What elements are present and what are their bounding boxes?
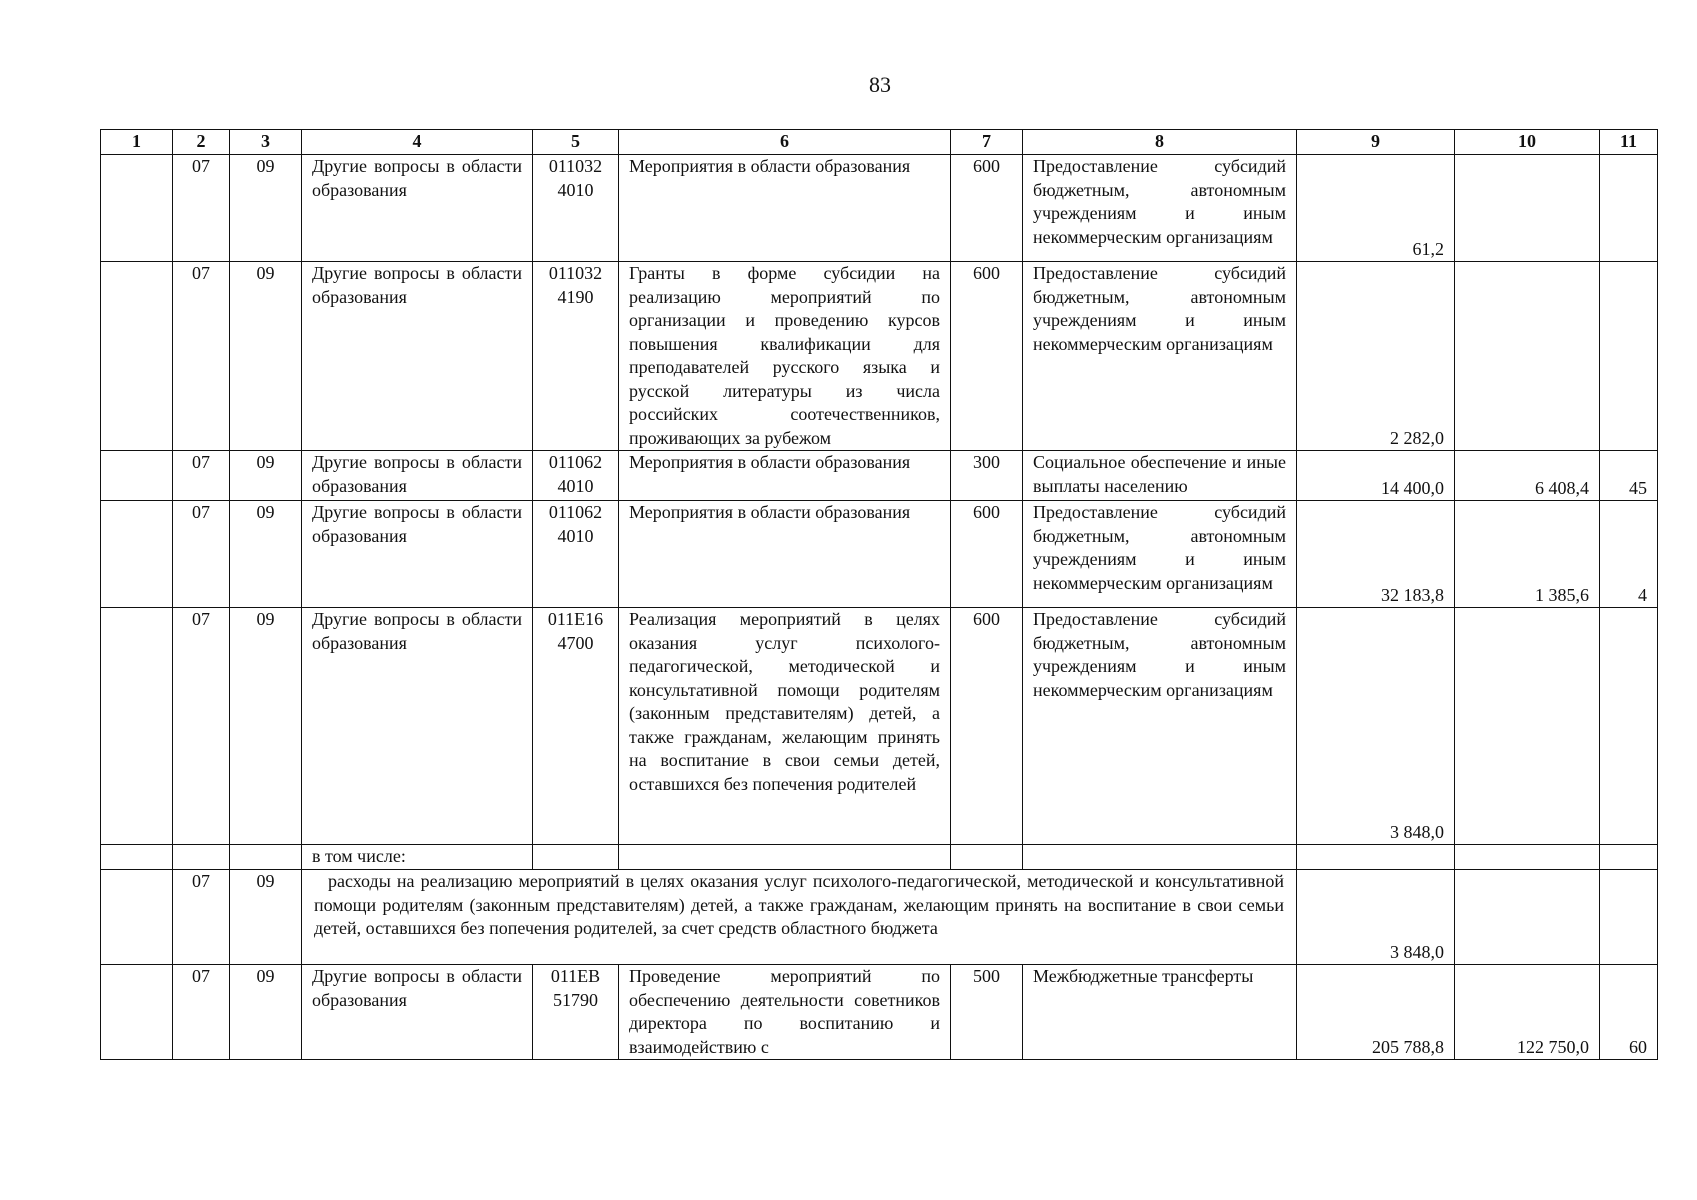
cell-section: 07 [173,262,230,451]
cell-section: 07 [173,608,230,845]
cell-empty [951,845,1023,870]
cell-measure: Реализация мероприятий в целях оказания услуг психолого-педагогической, методической и консультативной помощи родителям (законным представителям) детей, а также гражданам, желающим принять на воспитание в свои семьи детей, оставшихся без попечения родителей [619,608,951,845]
cell-name: Другие вопросы в области образования [302,608,533,845]
cell-amount-col10 [1455,870,1600,965]
cell-amount-col10: 1 385,6 [1455,501,1600,608]
cell-amount-col11 [1600,262,1658,451]
col-header: 7 [951,130,1023,155]
cell-amount-col10 [1455,608,1600,845]
cell-col1 [101,608,173,845]
cell-amount-col11 [1600,870,1658,965]
col-header: 5 [533,130,619,155]
cell-target-code: 011062 4010 [533,451,619,501]
cell-empty [230,845,302,870]
cell-empty [1297,845,1455,870]
cell-expense-type: 600 [951,155,1023,262]
cell-section: 07 [173,451,230,501]
cell-amount-col10: 122 750,0 [1455,965,1600,1060]
header-row [101,130,1658,155]
cell-expense-type: 600 [951,262,1023,451]
table-row [101,262,1658,451]
cell-target-code: 011E16 4700 [533,608,619,845]
cell-target-code: 011062 4010 [533,501,619,608]
cell-amount: 3 848,0 [1297,608,1455,845]
cell-amount-col11: 45 [1600,451,1658,501]
cell-amount-col11: 4 [1600,501,1658,608]
col-header: 6 [619,130,951,155]
cell-amount: 3 848,0 [1297,870,1455,965]
sub-row [101,870,1658,965]
cell-col1 [101,155,173,262]
budget-table [100,129,1658,1060]
col-header: 9 [1297,130,1455,155]
col-header: 3 [230,130,302,155]
cell-expense-name: Предоставление субсидий бюджетным, автономным учреждениям и иным некоммерческим организациям [1023,608,1297,845]
cell-col1 [101,870,173,965]
including-label: в том числе: [302,845,533,870]
cell-subsection: 09 [230,870,302,965]
cell-amount-col10 [1455,155,1600,262]
cell-expense-type: 500 [951,965,1023,1060]
cell-empty [173,845,230,870]
cell-measure: Мероприятия в области образования [619,451,951,501]
cell-target-code: 011032 4010 [533,155,619,262]
cell-subsection: 09 [230,155,302,262]
cell-amount-col11 [1600,155,1658,262]
sub-row-description: расходы на реализацию мероприятий в целях оказания услуг психолого-педагогической, методической и консультативной помощи родителям (законным представителям) детей, а также гражданам, желающим принять на воспитание в свои семьи детей, оставшихся без попечения родителей, за счет средств областного бюджета [302,870,1297,965]
cell-expense-type: 300 [951,451,1023,501]
cell-amount-col11: 60 [1600,965,1658,1060]
cell-col1 [101,501,173,608]
cell-empty [1600,845,1658,870]
cell-amount: 32 183,8 [1297,501,1455,608]
col-header: 8 [1023,130,1297,155]
cell-amount: 61,2 [1297,155,1455,262]
col-header: 11 [1600,130,1658,155]
cell-target-code: 011032 4190 [533,262,619,451]
cell-target-code: 011EB 51790 [533,965,619,1060]
cell-name: Другие вопросы в области образования [302,155,533,262]
cell-empty [1455,845,1600,870]
cell-empty [101,845,173,870]
cell-subsection: 09 [230,965,302,1060]
col-header: 1 [101,130,173,155]
cell-subsection: 09 [230,262,302,451]
cell-expense-name: Предоставление субсидий бюджетным, автономным учреждениям и иным некоммерческим организациям [1023,155,1297,262]
cell-section: 07 [173,965,230,1060]
cell-empty [533,845,619,870]
cell-col1 [101,451,173,501]
cell-expense-name: Предоставление субсидий бюджетным, автономным учреждениям и иным некоммерческим организациям [1023,262,1297,451]
cell-section: 07 [173,501,230,608]
cell-section: 07 [173,155,230,262]
cell-col1 [101,262,173,451]
cell-name: Другие вопросы в области образования [302,451,533,501]
table-row [101,965,1658,1060]
col-header: 10 [1455,130,1600,155]
table-row [101,608,1658,845]
cell-measure: Гранты в форме субсидии на реализацию мероприятий по организации и проведению курсов повышения квалификации для преподавателей русского языка и русской литературы из числа российских соотечественников, проживающих за рубежом [619,262,951,451]
cell-col1 [101,965,173,1060]
cell-amount: 205 788,8 [1297,965,1455,1060]
table-row [101,451,1658,501]
cell-expense-name: Социальное обеспечение и иные выплаты населению [1023,451,1297,501]
cell-amount: 2 282,0 [1297,262,1455,451]
cell-measure: Проведение мероприятий по обеспечению деятельности советников директора по воспитанию и взаимодействию с [619,965,951,1060]
cell-subsection: 09 [230,501,302,608]
cell-name: Другие вопросы в области образования [302,965,533,1060]
cell-section: 07 [173,870,230,965]
cell-name: Другие вопросы в области образования [302,501,533,608]
col-header: 4 [302,130,533,155]
cell-amount-col10: 6 408,4 [1455,451,1600,501]
page-number: 83 [869,72,891,97]
cell-amount-col10 [1455,262,1600,451]
cell-expense-type: 600 [951,501,1023,608]
col-header: 2 [173,130,230,155]
cell-expense-type: 600 [951,608,1023,845]
including-row [101,845,1658,870]
cell-measure: Мероприятия в области образования [619,155,951,262]
cell-subsection: 09 [230,608,302,845]
cell-subsection: 09 [230,451,302,501]
cell-empty [1023,845,1297,870]
cell-empty [619,845,951,870]
table-row [101,155,1658,262]
cell-name: Другие вопросы в области образования [302,262,533,451]
table-row [101,501,1658,608]
cell-measure: Мероприятия в области образования [619,501,951,608]
cell-expense-name: Межбюджетные трансферты [1023,965,1297,1060]
cell-amount-col11 [1600,608,1658,845]
cell-expense-name: Предоставление субсидий бюджетным, автономным учреждениям и иным некоммерческим организациям [1023,501,1297,608]
cell-amount: 14 400,0 [1297,451,1455,501]
